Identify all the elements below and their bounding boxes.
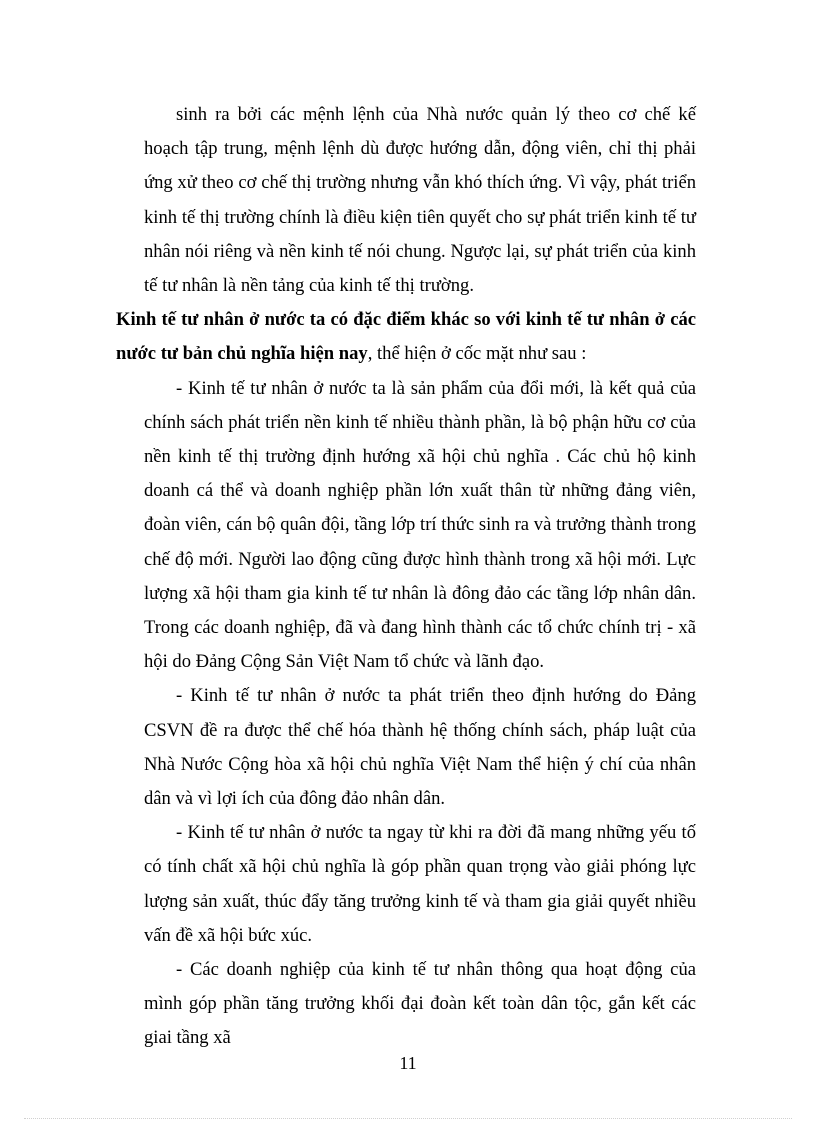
paragraph-point-2 xyxy=(144,679,696,816)
paragraph-text: sinh ra bởi các mệnh lệnh của Nhà nước quản lý theo cơ chế kế hoạch tập trung, mệnh lệnh dù được hướng dẫn, động viên, chỉ thị phải ứng xử theo cơ chế thị trường nhưng vẫn khó thích ứng. Vì vậy, phát triển kinh tế thị trường chính là điều kiện tiên quyết cho sự phát triển kinh tế tư nhân nói riêng và nền kinh tế nói chung. Ngược lại, sự phát triển của kinh tế tư nhân là nền tảng của kinh tế thị trường. xyxy=(144,104,696,297)
paragraph-text: - Các doanh nghiệp của kinh tế tư nhân thông qua hoạt động của mình góp phần tăng trưởng khối đại đoàn kết toàn dân tộc, gắn kết các giai tầng xã xyxy=(144,959,696,1049)
paragraph-characteristics-intro xyxy=(116,303,696,371)
paragraph-point-1 xyxy=(144,372,696,680)
page-number: 11 xyxy=(399,1053,417,1073)
page-divider xyxy=(24,1118,792,1119)
paragraph-point-4 xyxy=(144,953,696,1056)
paragraph-text: , thể hiện ở cốc mặt như sau : xyxy=(367,343,587,365)
paragraph-continuation xyxy=(144,98,696,303)
paragraph-text: - Kinh tế tư nhân ở nước ta ngay từ khi ra đời đã mang những yếu tố có tính chất xã hội chủ nghĩa là góp phần quan trọng vào giải phóng lực lượng sản xuất, thúc đẩy tăng trưởng kinh tế và tham gia giải quyết nhiều vấn đề xã hội bức xúc. xyxy=(144,822,696,946)
body-text xyxy=(116,98,696,1056)
paragraph-point-3 xyxy=(144,816,696,953)
paragraph-text: - Kinh tế tư nhân ở nước ta phát triển theo định hướng do Đảng CSVN đề ra được thể chế hóa thành hệ thống chính sách, pháp luật của Nhà Nước Cộng hòa xã hội chủ nghĩa Việt Nam thể hiện ý chí của nhân dân và vì lợi ích của đông đảo nhân dân. xyxy=(144,685,696,810)
paragraph-text: - Kinh tế tư nhân ở nước ta là sản phẩm của đổi mới, là kết quả của chính sách phát triển nền kinh tế nhiều thành phần, là bộ phận hữu cơ của nền kinh tế thị trường định hướng xã hội chủ nghĩa . Các chủ hộ kinh doanh cá thể và doanh nghiệp phần lớn xuất thân từ những đảng viên, đoàn viên, cán bộ quân đội, tầng lớp trí thức sinh ra và trưởng thành trong chế độ mới. Người lao động cũng được hình thành trong xã hội mới. Lực lượng xã hội tham gia kinh tế tư nhân là đông đảo các tầng lớp nhân dân. Trong các doanh nghiệp, đã và đang hình thành các tổ chức chính trị - xã hội do Đảng Cộng Sản Việt Nam tổ chức và lãnh đạo. xyxy=(144,377,696,673)
bold-heading-text: Kinh tế tư nhân ở nước ta có đặc điểm khác so với kinh tế tư nhân ở các nước tư bản chủ nghĩa hiện nay xyxy=(116,309,696,365)
